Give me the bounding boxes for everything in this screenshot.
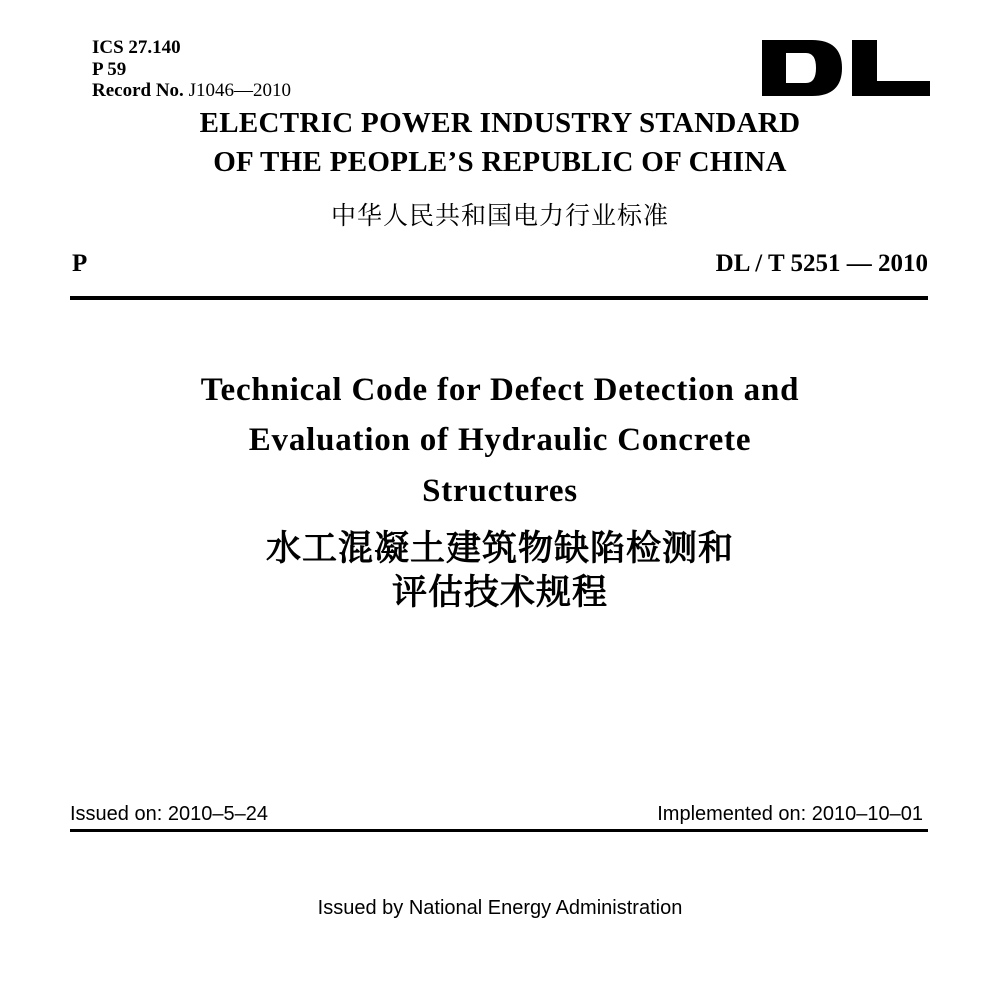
standard-title-line2: OF THE PEOPLE’S REPUBLIC OF CHINA bbox=[213, 146, 787, 178]
document-title-line1: Technical Code for Defect Detection and bbox=[200, 372, 800, 408]
document-title-line2: Evaluation of Hydraulic Concrete bbox=[248, 422, 752, 458]
document-title-line3: Structures bbox=[422, 473, 578, 509]
implemented-on-date: Implemented on: 2010–10–01 bbox=[657, 803, 923, 825]
standard-number: DL / T 5251 — 2010 bbox=[715, 250, 928, 277]
p-code: P 59 bbox=[92, 59, 127, 80]
top-divider bbox=[70, 296, 928, 300]
ics-code: ICS 27.140 bbox=[92, 37, 181, 58]
dl-logo bbox=[762, 40, 930, 96]
issued-by: Issued by National Energy Administration bbox=[317, 897, 683, 919]
issued-on-date: Issued on: 2010–5–24 bbox=[70, 803, 268, 825]
record-value: J1046—2010 bbox=[188, 80, 291, 101]
document-title-chinese-line2: 评估技术规程 bbox=[391, 572, 608, 613]
standard-title-line1: ELECTRIC POWER INDUSTRY STANDARD bbox=[199, 107, 801, 139]
document-title-chinese-line1: 水工混凝土建筑物缺陷检测和 bbox=[265, 528, 734, 569]
bottom-divider bbox=[70, 829, 928, 832]
classification-code: P bbox=[72, 250, 88, 277]
record-number bbox=[92, 81, 291, 101]
standard-title-chinese: 中华人民共和国电力行业标准 bbox=[330, 201, 669, 230]
record-label: Record No. bbox=[92, 80, 184, 101]
